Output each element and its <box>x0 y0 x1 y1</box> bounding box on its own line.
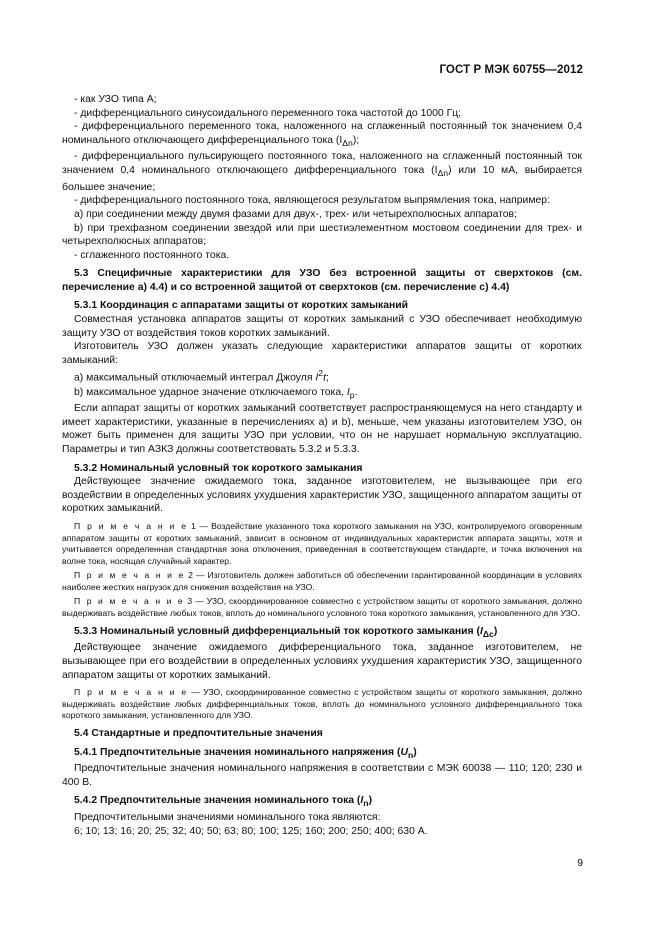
list-item: - дифференциального постоянного тока, являющегося результатом выпрямления тока, например: <box>74 195 550 207</box>
paragraph: Предпочтительные значения номинального напряжения в соответствии с МЭК 60038 — 110; 120; 230 и 400 В. <box>62 763 582 788</box>
list-item: - как УЗО типа А; <box>74 94 157 105</box>
paragraph: 6; 10; 13; 16; 20; 25; 32; 40; 50; 63; 80; 100; 125; 160; 200; 250; 400; 630 А. <box>74 825 428 837</box>
paragraph: Изготовитель УЗО должен указать следующие характеристики аппаратов защиты от коротких замыканий: <box>62 341 582 366</box>
list-item: - дифференциального переменного тока, наложенного на сглаженный постоянный ток значением 0,4 номинального отключающего дифференциального тока $(I_{\Delta n})$; <box>62 121 582 148</box>
paragraph: Совместная установка аппаратов защиты от коротких замыканий с УЗО обеспечивает необходимую защиту УЗО от воздействия токов коротких замыканий. <box>62 314 582 339</box>
list-item: b) при трехфазном соединении звездой или при шестиэлементном мостовом соединении для трех- и четырехполюсных аппаратов; <box>62 222 582 248</box>
paragraph: Действующее значение ожидаемого дифференциального тока, заданное изготовителем, не вызывающее при его воздействии в определенных условиях ухудшения характеристик УЗО, защищенного аппаратом защиты от коротких замыканий. <box>62 642 582 681</box>
document-body <box>62 93 582 838</box>
paragraph: Предпочтительными значениями номинального тока являются: <box>74 812 381 824</box>
list-item: - сглаженного постоянного тока. <box>74 249 230 261</box>
note: П р и м е ч а н и е 1 — Воздействие указанного тока короткого замыкания на УЗО, контролируемого оговоренным аппаратом защиты от коротких замыканий, зависит в основном от индивидуальных характеристик аппарата защиты, хотя и учитывается определенная стандартная зона отключения, приведенная в соответствующем стандарте, и точка включения на волне тока, носящая случайный характер. <box>62 520 582 566</box>
section-heading-5-3-3: 5.3.3 Номинальный условный дифференциальный ток короткого замыкания $(I_{\Delta c})$ <box>74 625 498 639</box>
section-heading-5-4: 5.4 Стандартные и предпочтительные значения <box>74 727 323 739</box>
document-header: ГОСТ Р МЭК 60755—2012 <box>439 64 583 76</box>
note: П р и м е ч а н и е 2 — Изготовитель должен заботиться об обеспечении гарантированной координации в условиях наиболее жестких нагрузок для снижения воздействия на УЗО. <box>62 570 583 592</box>
paragraph: Если аппарат защиты от коротких замыканий соответствует распространяющемуся на него стандарту и имеет характеристики, указанные в перечислениях а) и b), меньше, чем указаны изготовителем УЗО, он может быть применен для защиты УЗО при условии, что он не нарушает нормальную эксплуатацию. Параметры и тип АЗКЗ должны соответствовать 5.3.2 и 5.3.3. <box>62 403 582 455</box>
paragraph: Действующее значение ожидаемого тока, заданное изготовителем, не вызывающее при его воздействии в определенных условиях ухудшения характеристик УЗО, защищенного аппаратом защиты от коротких замыканий. <box>62 476 582 515</box>
list-item: a) при соединении между двумя фазами для двух-, трех- или четырехполюсных аппаратов; <box>74 208 517 220</box>
note: П р и м е ч а н и е 3 — УЗО, скоординированное совместно с устройством защиты от короткого замыкания, должно выдерживать воздействие любых токов, вплоть до номинального условного тока короткого замыкания, установленного для УЗО. <box>62 596 582 619</box>
section-heading-5-4-2: 5.4.2 Предпочтительные значения номинального тока $(I_n)$ <box>74 795 373 809</box>
section-heading-5-4-1: 5.4.1 Предпочтительные значения номинального напряжения $(U_n)$ <box>74 746 417 760</box>
note: П р и м е ч а н и е — УЗО, скоординированное совместно с устройством защиты от короткого замыкания, должно выдерживать воздействие любых дифференциальных токов, вплоть до номинального условного дифференциального тока короткого замыкания, установленного для УЗО. <box>62 687 583 721</box>
list-item: - дифференциального пульсирующего постоянного тока, наложенного на сглаженный постоянный ток значением 0,4 номинального отключающего дифференциального тока $(I_{\Delta n})$ или 10 мА, выбирается большее значение; <box>62 151 582 193</box>
page-number: 9 <box>577 858 583 869</box>
list-item: a) максимальный отключаемый интеграл Джоуля $I^2t$; <box>74 368 329 384</box>
list-item: - дифференциального синусоидального переменного тока частотой до 1000 Гц; <box>74 107 462 119</box>
section-heading-5-3-2: 5.3.2 Номинальный условный ток короткого замыкания <box>74 462 363 474</box>
list-item: b) максимальное ударное значение отключаемого тока, $I_p$. <box>74 386 358 400</box>
section-heading-5-3-1: 5.3.1 Координация с аппаратами защиты от коротких замыканий <box>74 300 409 312</box>
section-heading-5-3: 5.3 Специфичные характеристики для УЗО без встроенной защиты от сверхтоков (см. перечисление а) 4.4) и со встроенной защитой от сверхтоков (см. перечисление с) 4.4) <box>62 268 582 293</box>
